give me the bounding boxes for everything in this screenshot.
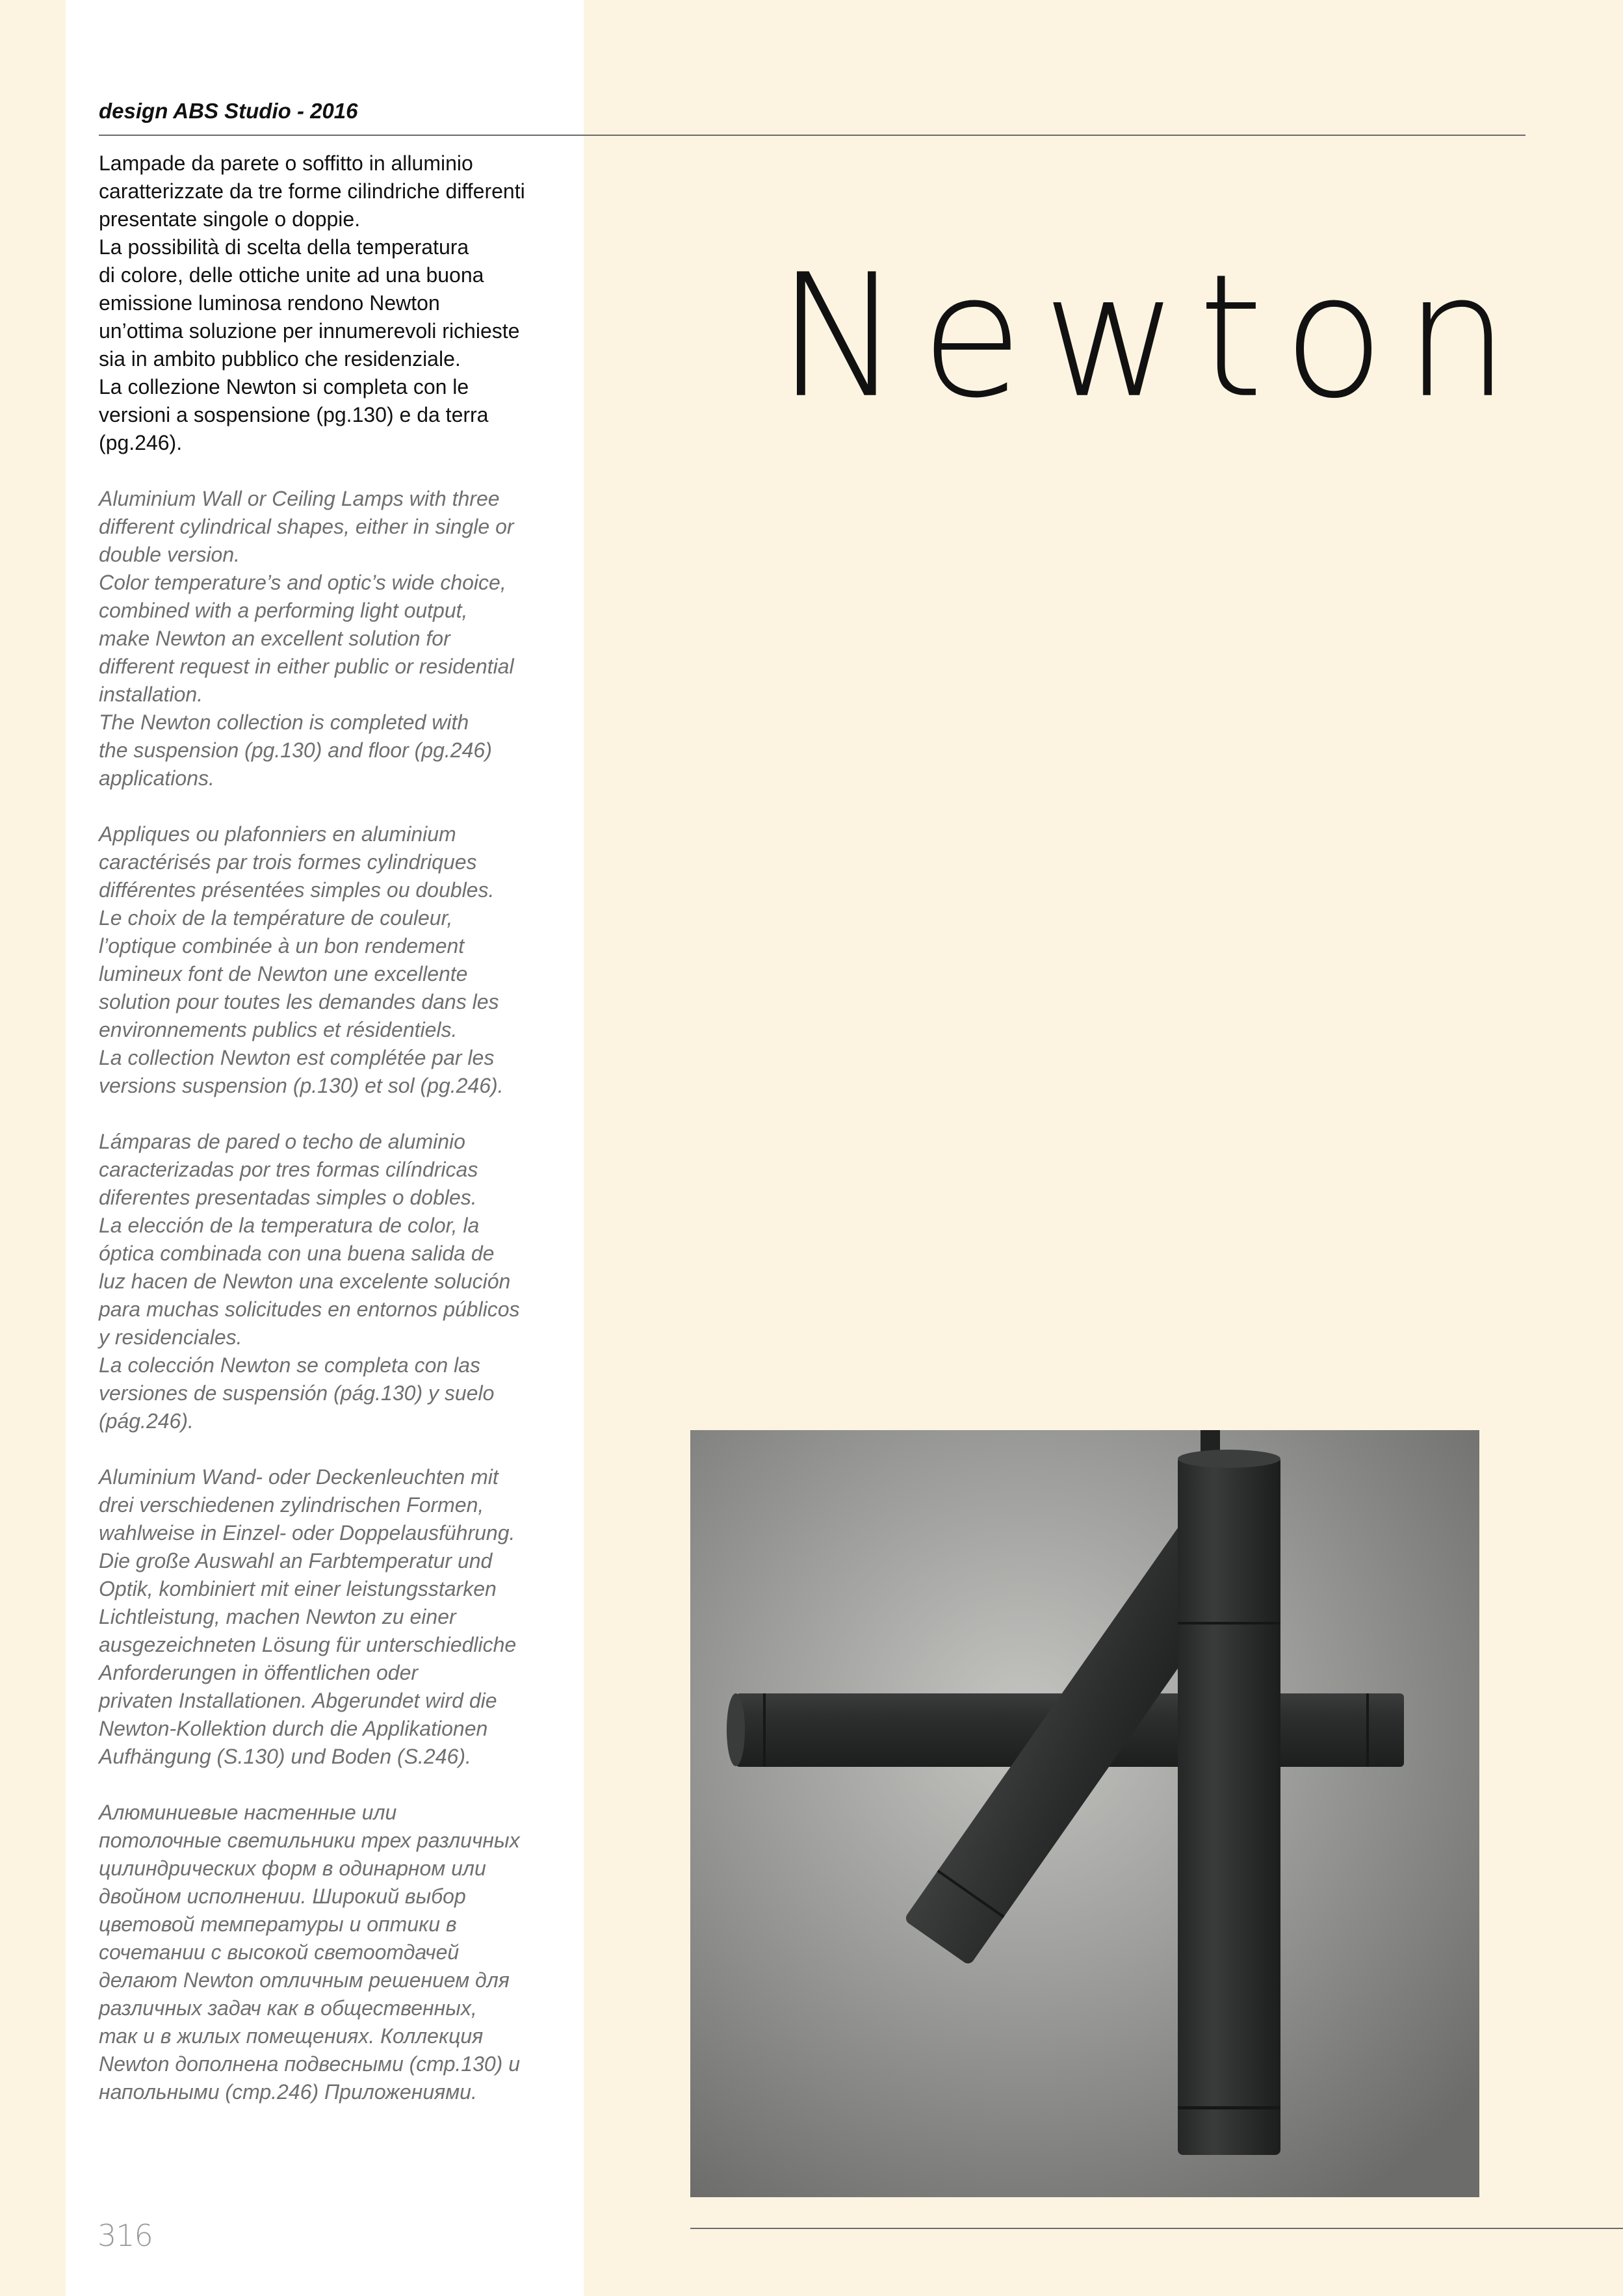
top-divider [99,135,1526,136]
photo-backdrop [690,1430,1479,2197]
description-italian: Lampade da parete o soffitto in alluminio caratterizzate da tre forme cilindriche differenti presentate singole o doppie. La possibilità di scelta della temperatura di colore, delle ottiche unite ad una buona emissione luminosa rendono Newton un’ottima soluzione per innumerevoli richieste sia in ambito pubblico che residenziale. La collezione Newton si completa con le versioni a sospensione (pg.130) e da terra (pg.246). [99,151,525,454]
product-photo [690,1430,1479,2197]
description-french: Appliques ou plafonniers en aluminium caractérisés par trois formes cylindriques différentes présentées simples ou doubles. Le choix de la température de couleur, l’optique combinée à un bon rendement lumineux font de Newton une excellente solution pour toutes les demandes dans les environnements publics et résidentiels. La collection Newton est complétée par les versions suspension (p.130) et sol (pg.246). [99,822,504,1097]
product-title: Newton [777,238,1529,436]
description-russian: Алюминиевые настенные или потолочные светильники трех различных цилиндрических форм в одинарном или двойном исполнении. Широкий выбор цветовой температуры и оптики в сочетании с высокой светоотдачей делают Newton отличным решением для различных задач как в общественных, так и в жилых помещениях. Коллекция Newton дополнена подвесными (стр.130) и напольными (стр.246) Приложениями. [99,1801,521,2104]
bottom-divider [690,2228,1623,2229]
design-credit: design ABS Studio - 2016 [99,99,358,123]
description-german: Aluminium Wand- oder Deckenleuchten mit drei verschiedenen zylindrischen Formen, wahlweise in Einzel- oder Doppelausführung. Die große Auswahl an Farbtemperatur und Optik, kombiniert mit einer leistungsstarken Lichtleistung, machen Newton zu einer ausgezeichneten Lösung für unterschiedliche Anforderungen in öffentlichen oder privaten Installationen. Abgerundet wird die Newton-Kollektion durch die Applikationen Aufhängung (S.130) und Boden (S.246). [99,1465,517,1768]
description-column [99,150,560,2134]
lamp-cylinder-vertical [1178,1450,1280,2155]
description-english: Aluminium Wall or Ceiling Lamps with three different cylindrical shapes, either in single or double version. Color temperature’s and optic’s wide choice, combined with a performing light output, make Newton an excellent solution for different request in either public or residential installation. The Newton collection is completed with the suspension (pg.130) and floor (pg.246) applications. [99,487,514,790]
description-spanish: Lámparas de pared o techo de aluminio caracterizadas por tres formas cilíndricas diferentes presentadas simples o dobles. La elección de la temperatura de color, la óptica combinada con una buena salida de luz hacen de Newton una excelente solución para muchas solicitudes en entornos públicos y residenciales. La colección Newton se completa con las versiones de suspensión (pág.130) y suelo (pág.246). [99,1130,520,1433]
page-number: 316 [97,2218,153,2253]
